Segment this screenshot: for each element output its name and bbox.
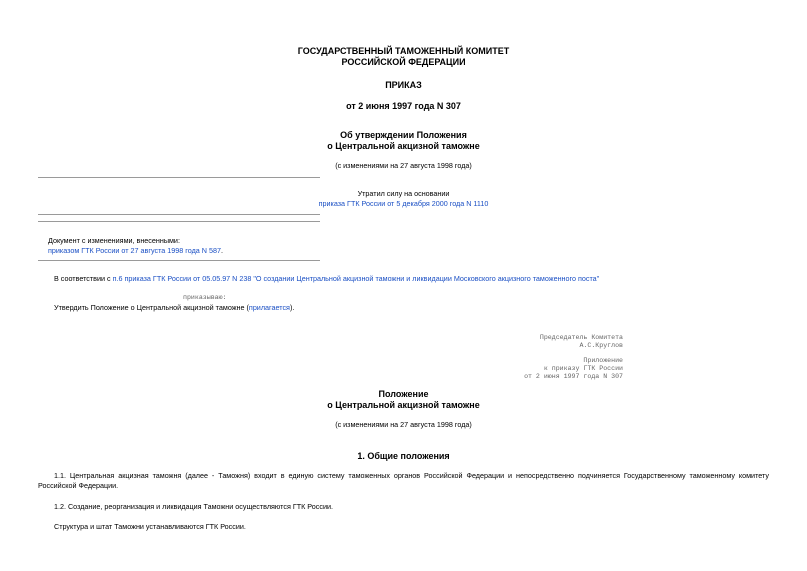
preamble-prefix: В соответствии с [54,274,113,283]
signatory-title: Председатель Комитета [539,334,623,341]
amended-by-link[interactable]: приказом ГТК России от 27 августа 1998 года N 587 [48,246,221,255]
approve-paragraph [54,303,294,312]
paragraph-structure: Структура и штат Таможни устанавливаются ГТК России. [54,522,246,531]
document-type: ПРИКАЗ [385,80,422,90]
order-word: приказываю: [183,294,227,301]
amended-by-line: приказом ГТК России от 27 августа 1998 года N 587. [48,246,223,255]
divider-rule [38,177,320,178]
document-subject-line1: Об утверждении Положения [340,130,467,140]
document-subject-line2: о Центральной акцизной таможне [327,141,480,151]
committee-name-line2: РОССИЙСКОЙ ФЕДЕРАЦИИ [341,57,466,67]
paragraph-1-1: 1.1. Центральная акцизная таможня (далее - Таможня) входит в единую систему таможенных органов Российской Федерации и непосредственно подчиняется Государственному таможенному комитету Российской Федерации. [38,471,769,490]
regulation-amendments-note: (с изменениями на 27 августа 1998 года) [335,420,472,429]
amendments-note: (с изменениями на 27 августа 1998 года) [335,161,472,170]
appendix-line1: Приложение [583,357,623,364]
divider-rule [38,260,320,261]
appendix-link[interactable]: прилагается [248,303,290,312]
lost-force-link[interactable]: приказа ГТК России от 5 декабря 2000 года N 1110 [318,199,489,208]
document-date-number: от 2 июня 1997 года N 307 [346,101,461,111]
paragraph-1-2: 1.2. Создание, реорганизация и ликвидация Таможни осуществляются ГТК России. [54,502,333,511]
preamble-link[interactable]: п.6 приказа ГТК России от 05.05.97 N 238 "О создании Центральной акцизной таможни и ликвидации Московского акцизного таможенного поста" [112,274,600,283]
approve-prefix: Утвердить Положение о Центральной акцизной таможне ( [54,303,249,312]
appendix-line2: к приказу ГТК России [543,365,623,372]
appendix-line3: от 2 июня 1997 года N 307 [524,373,623,380]
signatory-name: А.С.Круглов [579,342,623,349]
regulation-title-line1: Положение [378,389,429,399]
section-1-title: 1. Общие положения [357,451,450,461]
divider-rule [38,214,320,215]
lost-force-text: Утратил силу на основании [357,189,450,198]
divider-rule [38,221,320,222]
amended-by-text: Документ с изменениями, внесенными: [48,236,180,245]
preamble [54,274,794,283]
committee-name-line1: ГОСУДАРСТВЕННЫЙ ТАМОЖЕННЫЙ КОМИТЕТ [297,46,510,56]
regulation-title-line2: о Центральной акцизной таможне [327,400,480,410]
approve-suffix: ). [289,303,295,312]
